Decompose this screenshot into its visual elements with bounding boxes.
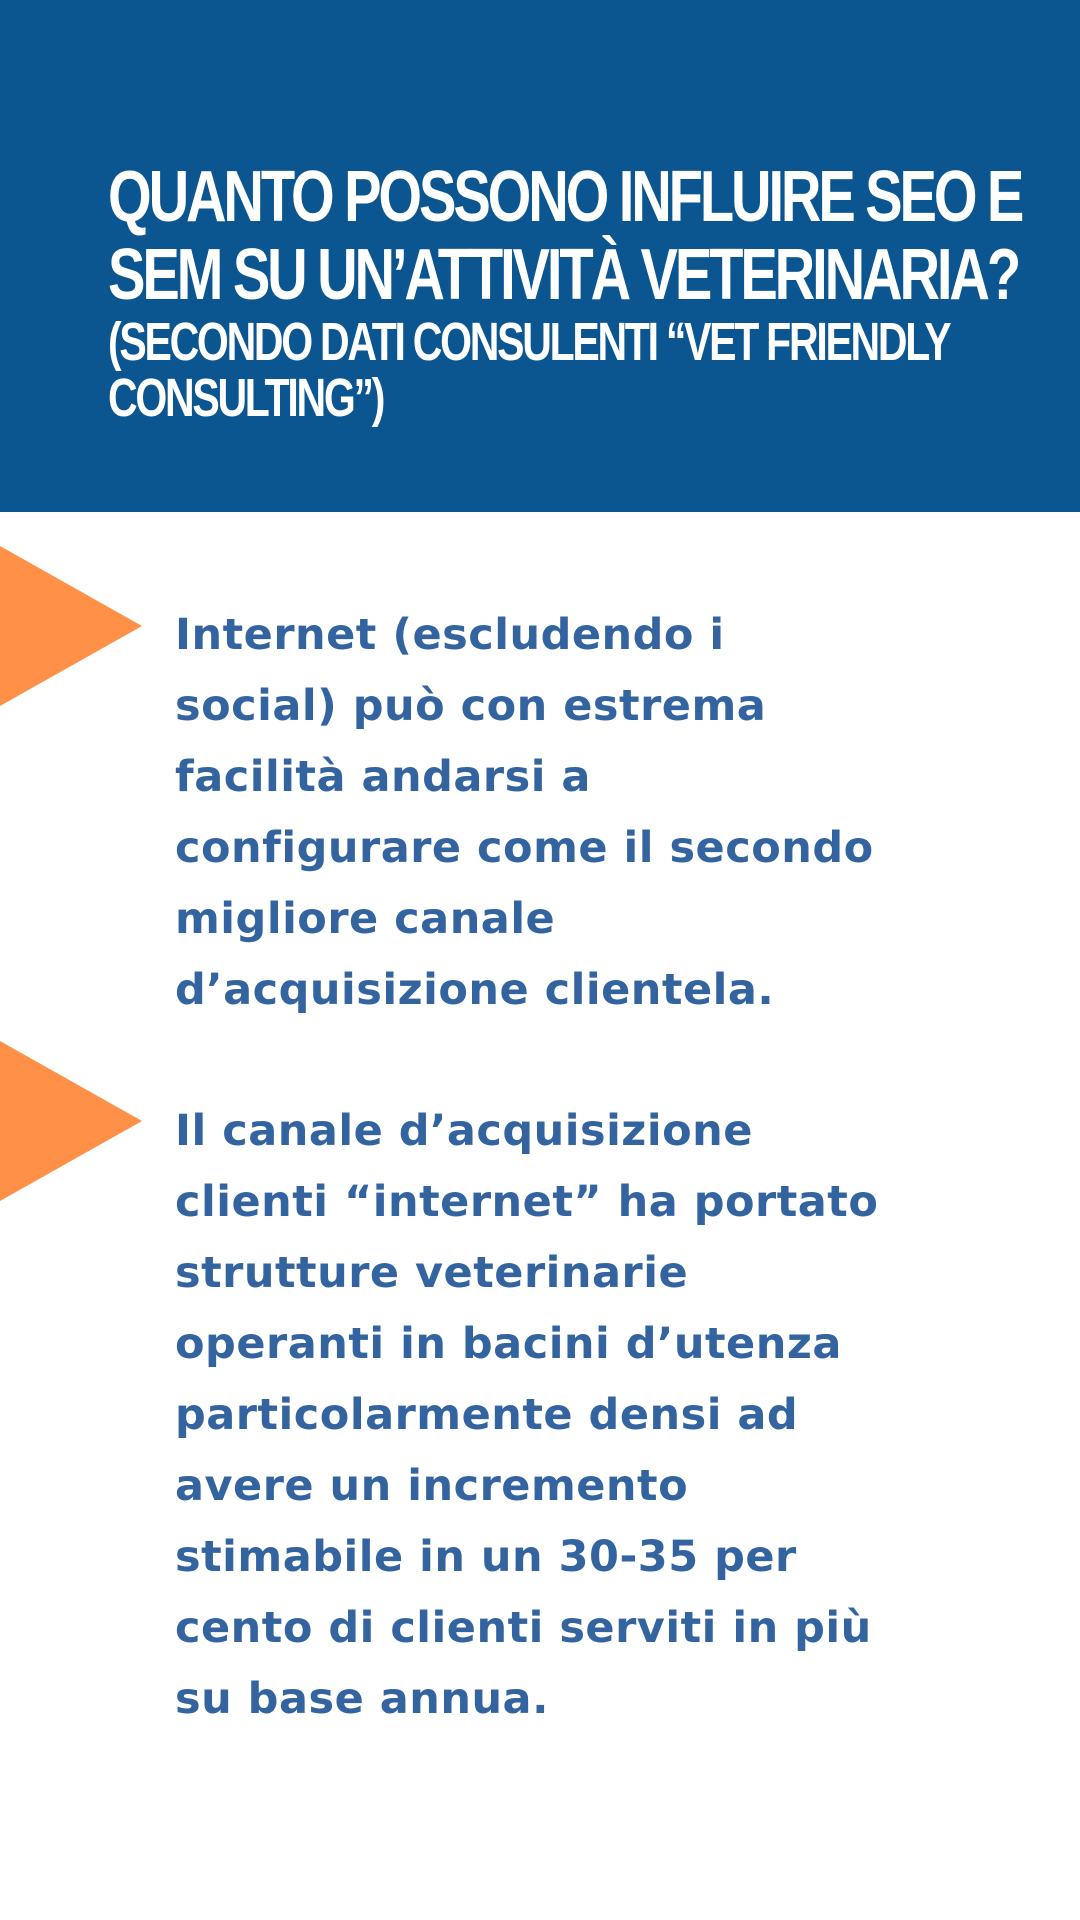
paragraph-line: clienti “internet” ha portato xyxy=(175,1177,879,1227)
point-paragraph xyxy=(175,1096,935,1735)
paragraph-line: social) può con estrema xyxy=(175,681,767,731)
title-line: SEM SU UN’ATTIVITÀ VETERINARIA? xyxy=(108,235,1019,315)
header-banner xyxy=(0,0,1080,512)
triangle-bullet-icon xyxy=(0,546,142,706)
paragraph-line: strutture veterinarie xyxy=(175,1248,689,1298)
paragraph-line: su base annua. xyxy=(175,1674,549,1724)
subtitle-line: (SECONDO DATI CONSULENTI “VET FRIENDLY xyxy=(108,312,950,372)
paragraph-line: operanti in bacini d’utenza xyxy=(175,1319,842,1369)
point-paragraph xyxy=(175,600,935,1026)
paragraph-line: Internet (escludendo i xyxy=(175,610,725,660)
paragraph-line: migliore canale xyxy=(175,894,556,944)
paragraph-line: facilità andarsi a xyxy=(175,752,591,802)
paragraph-line: Il canale d’acquisizione xyxy=(175,1106,753,1156)
triangle-bullet-icon xyxy=(0,1041,142,1201)
page-title xyxy=(108,157,1022,428)
paragraph-line: cento di clienti serviti in più xyxy=(175,1603,872,1653)
paragraph-line: d’acquisizione clientela. xyxy=(175,965,775,1015)
title-line: QUANTO POSSONO INFLUIRE SEO E xyxy=(108,157,1022,237)
subtitle-line: CONSULTING”) xyxy=(108,368,384,428)
paragraph-line: particolarmente densi ad xyxy=(175,1390,799,1440)
paragraph-line: stimabile in un 30-35 per xyxy=(175,1532,797,1582)
paragraph-line: avere un incremento xyxy=(175,1461,689,1511)
paragraph-line: configurare come il secondo xyxy=(175,823,874,873)
